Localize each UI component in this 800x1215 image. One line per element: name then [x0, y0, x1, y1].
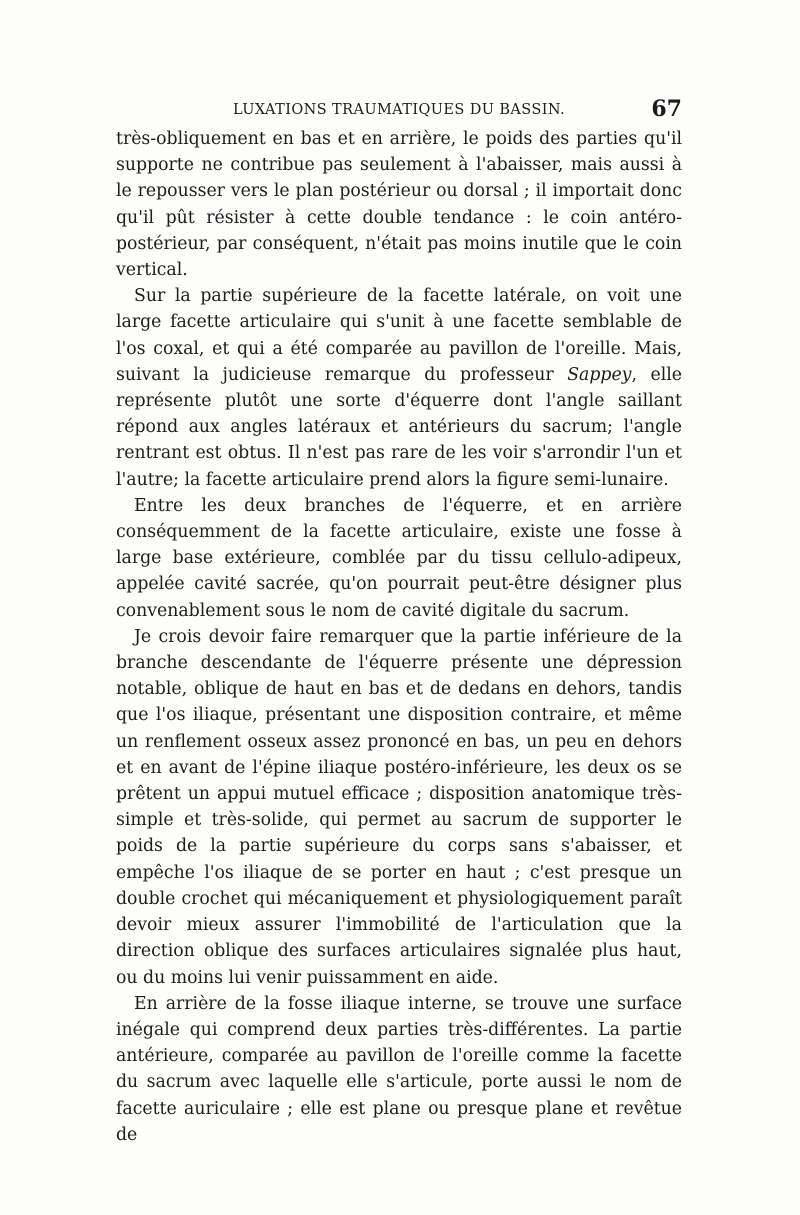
- paragraph-4: Je crois devoir faire remarquer que la partie inférieure de la branche descendante de l'équerre présente une dépression notable, oblique de haut en bas et de dedans en dehors, tandis que l'os iliaque, présentant une disposition contraire, et même un renflement osseux assez prononcé en bas, un peu en dehors et en avant de l'épine iliaque postéro-inférieure, les deux os se prêtent un appui mutuel efficace ; disposition anatomique très-simple et très-solide, qui permet au sacrum de supporter le poids de la partie supérieure du corps sans s'abaisser, et empêche l'os iliaque de se porter en haut ; c'est presque un double crochet qui mécaniquement et physiologiquement paraît devoir mieux assurer l'immobilité de l'articulation que la direction oblique des surfaces articulaires signalée plus haut, ou du moins lui venir puissamment en aide.: [116, 626, 682, 988]
- paragraph-3: Entre les deux branches de l'équerre, et en arrière conséquemment de la facette articulaire, existe une fosse à large base extérieure, comblée par du tissu cellulo-adipeux, appelée cavité sacrée, qu'on pourrait peut-être désigner plus convenablement sous le nom de cavité digitale du sacrum.: [116, 495, 682, 621]
- paragraph-5: En arrière de la fosse iliaque interne, se trouve une surface inégale qui comprend deux parties très-différentes. La partie antérieure, comparée au pavillon de l'oreille comme la facette du sacrum avec laquelle elle s'articule, porte aussi le nom de facette auriculaire ; elle est plane ou presque plane et revêtue de: [116, 993, 682, 1145]
- author-name-sappey: Sappey: [567, 364, 632, 385]
- page-number: 67: [651, 96, 682, 122]
- running-head: [116, 98, 682, 124]
- paragraph-2: [116, 283, 682, 493]
- paragraph-1: très-obliquement en bas et en arrière, le poids des parties qu'il supporte ne contribue pas seulement à l'abaisser, mais aussi à le repousser vers le plan postérieur ou dorsal ; il importait donc qu'il pût résister à cette double tendance : le coin antéro-postérieur, par conséquent, n'était pas moins inutile que le coin vertical.: [116, 129, 682, 281]
- running-title: LUXATIONS TRAUMATIQUES DU BASSIN.: [233, 102, 565, 118]
- paragraph-2-text-before: Sur la partie supérieure de la facette latérale, on voit une large facette articulaire qui s'unit à une facette semblable de l'os coxal, et qui a été comparée au pavillon de l'oreille. Mais, suivant la judicieuse remarque du professeur: [116, 286, 682, 385]
- body-text: [116, 126, 682, 1148]
- paragraph-2-text-after: , elle représente plutôt une sorte d'équerre dont l'angle saillant répond aux angles latéraux et antérieurs du sacrum; l'angle rentrant est obtus. Il n'est pas rare de les voir s'arrondir l'un et l'autre; la facette articulaire prend alors la figure semi-lunaire.: [116, 364, 682, 490]
